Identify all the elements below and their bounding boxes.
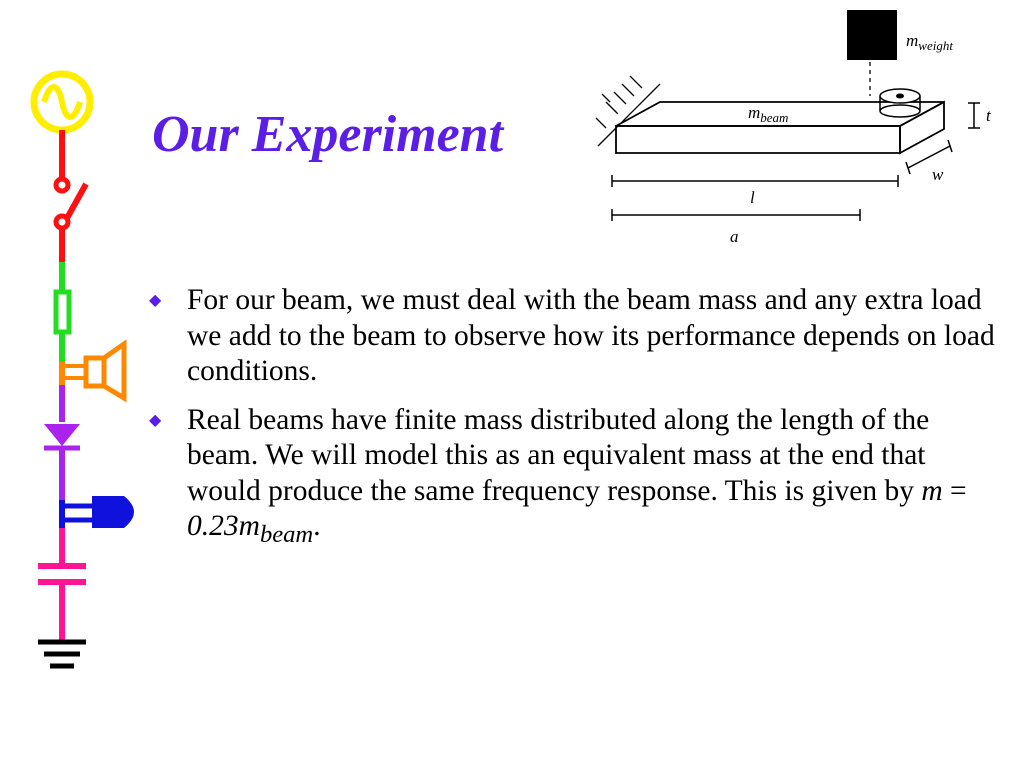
lamp-icon	[62, 496, 134, 528]
fuse-icon	[56, 262, 69, 362]
load-mass	[847, 10, 920, 117]
label-l: l	[750, 188, 755, 207]
dimension-t	[968, 103, 980, 128]
diode-icon	[44, 385, 80, 500]
label-w: w	[932, 165, 944, 184]
circuit-rail	[0, 0, 150, 700]
bullet-text: For our beam, we must deal with the beam mass and any extra load we add to the beam to observe how its performance depends on load conditions.	[187, 284, 995, 387]
ground-icon	[38, 642, 86, 666]
bullet-item	[148, 403, 998, 553]
label-a: a	[730, 227, 739, 246]
dimension-a	[612, 209, 860, 221]
formula-m: m	[921, 474, 943, 507]
label-m-weight: $m_{weight}$	[906, 31, 953, 53]
wall-hatch	[596, 76, 660, 146]
dimension-l	[612, 175, 898, 187]
label-m-beam: $m_{beam}$	[748, 103, 789, 125]
ac-source-icon	[34, 74, 90, 130]
formula-value: $0.23m_{beam}$	[187, 510, 314, 548]
bullet-list	[148, 283, 998, 565]
switch-icon	[56, 130, 86, 262]
diamond-bullet-icon: ◆	[149, 292, 162, 309]
diamond-bullet-icon: ◆	[149, 411, 162, 429]
beam-diagram	[590, 0, 1010, 260]
label-t: t	[986, 106, 991, 125]
capacitor-icon	[38, 528, 86, 640]
speaker-icon	[62, 344, 124, 398]
bullet-text: Real beams have finite mass distributed along the length of the beam. We will model this as an equivalent mass at the end that would produce the same frequency response. This is given by $m = 0.23m_{beam}$.	[187, 403, 967, 548]
slide-title: Our Experiment	[152, 106, 504, 163]
bullet-item	[148, 283, 998, 390]
